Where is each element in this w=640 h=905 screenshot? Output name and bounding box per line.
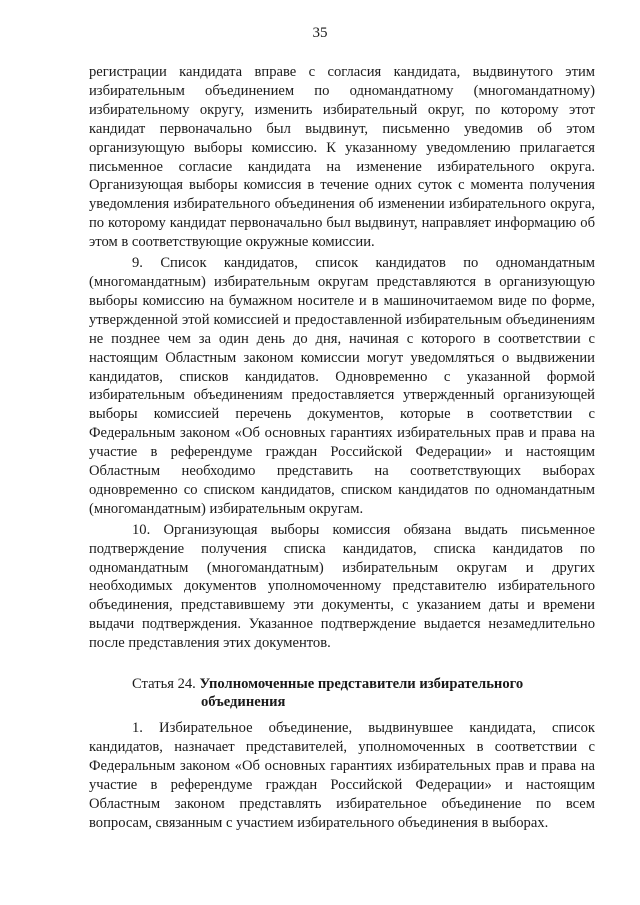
document-body [89,63,595,833]
paragraph-item-10: 10. Организующая выборы комиссия обязана выдать письменное подтверждение получения списка кандидатов, списка кандидатов по одномандатным (многомандатным) избирательным округам и других необходимых документов уполномоченному представителю избирательного объединения, представившему эти документы, с указанием даты и времени выдачи подтверждения. Указанное подтверждение выдается незамедлительно после представления этих документов. [89,521,595,652]
page-number: 35 [312,25,328,41]
article-number: Статья 24. [132,676,196,693]
paragraph-continuation: регистрации кандидата вправе с согласия кандидата, выдвинутого этим избирательным объединением по одномандатному (многомандатному) избирательному округу, изменить избирательный округ, по которому этот кандидат первоначально был выдвинут, письменно уведомив об этом организующую выборы комиссию. К указанному уведомлению прилагается письменное согласие кандидата на изменение избирательного округа. Организующая выборы комиссия в течение одних суток с момента получения уведомления избирательного объединения об изменении избирательного округа, по которому кандидат первоначально был выдвинут, направляет информацию об этом в соответствующие окружные комиссии. [89,64,595,251]
article-paragraph-1: 1. Избирательное объединение, выдвинувшее кандидата, список кандидатов, назначает представителей, уполномоченных в соответствии с Федеральным законом «Об основных гарантиях избирательных прав и права на участие в референдуме граждан Российской Федерации» и настоящим Областным законом представлять избирательное объединение по всем вопросам, связанным с участием избирательного объединения в выборах. [89,720,595,831]
article-title-line1: Уполномоченные представители избирательного [199,676,524,693]
article-heading [89,675,595,711]
article-title-line2: объединения [201,694,286,711]
paragraph-item-9: 9. Список кандидатов, список кандидатов по одномандатным (многомандатным) избирательным округам представляются в организующую выборы комиссию на бумажном носителе и в машиночитаемом виде по форме, утвержденной этой комиссией и предоставленной избирательным объединениям не позднее чем за один день до дня, начиная с которого в соответствии с настоящим Областным законом комиссии могут уведомляться о выдвижении кандидатов, списков кандидатов. Одновременно с указанной формой избирательным объединениям предоставляется утвержденный организующей выборы комиссией перечень документов, которые в соответствии с Федеральным законом «Об основных гарантиях избирательных прав и права на участие в референдуме граждан Российской Федерации» и настоящим Областным необходимо представить на соответствующих выборах одновременно со списком кандидатов, списком кандидатов по одномандатным (многомандатным) избирательным округам. [89,255,595,517]
